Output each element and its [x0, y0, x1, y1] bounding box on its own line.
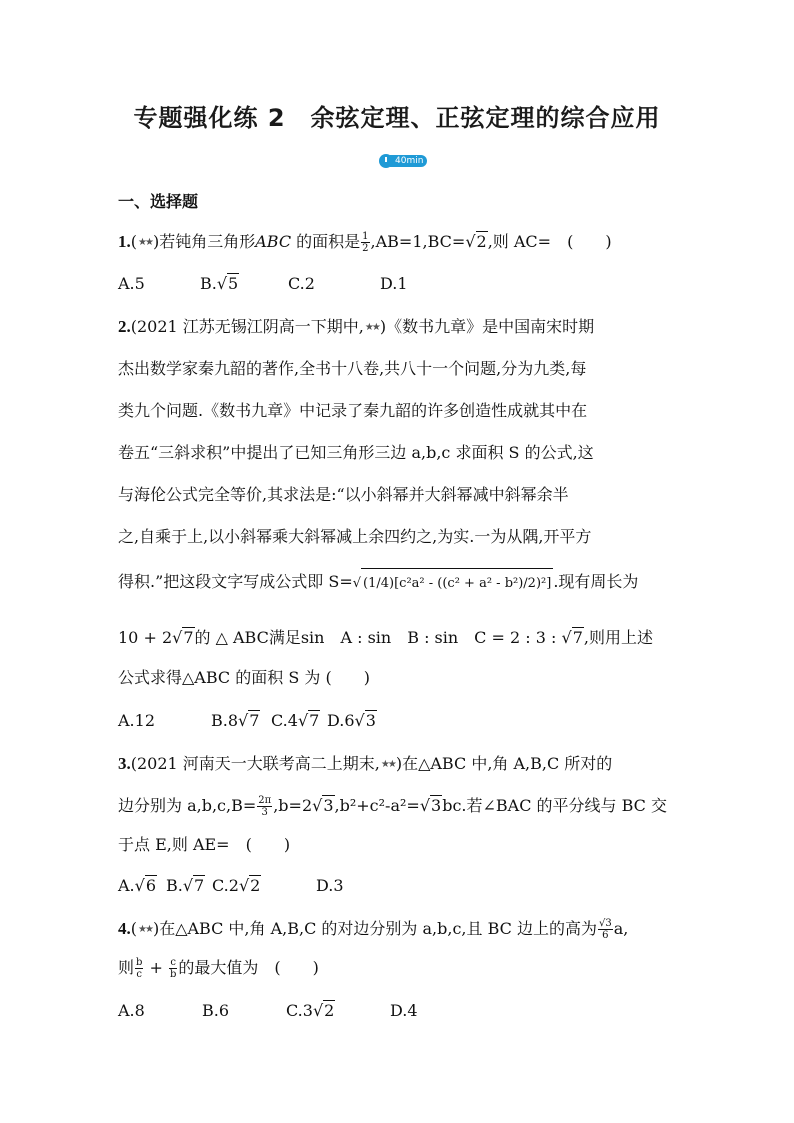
q3-line-3: 于点 E,则 AE= ( ): [118, 835, 291, 854]
q2-line-6: 之,自乘于上,以小斜幂乘大斜幂减上余四约之,为实.一为从隅,开平方: [118, 527, 592, 546]
option-c: C.2: [288, 274, 315, 293]
q2-source: (2021 江苏无锡江阴高一下期中,: [130, 317, 364, 336]
question-number: 4.: [118, 919, 131, 938]
q2-line1-tail: )《数书九章》是中国南宋时期: [379, 317, 595, 336]
q2-line-8: 10 + 2√7的 △ ABC满足sin A : sin B : sin C = 2 : 3 : √7,则用上述: [118, 628, 653, 647]
heron-formula: √ (1/4)[c²a² - ((c² + a² - b²)/2)²]: [353, 568, 554, 597]
question-4: 4.(★★)在△ABC 中,角 A,B,C 的对边分别为 a,b,c,且 BC 边上的高为 $\frac{√3}{6}$ a,: [118, 918, 629, 941]
q2-line-3: 类九个问题.《数书九章》中记录了秦九韶的许多创造性成就其中在: [118, 401, 588, 420]
option-a: A.8: [118, 1001, 145, 1020]
q3-line1-tail: )在△ABC 中,角 A,B,C 所对的: [395, 754, 613, 773]
option-b: B.√7: [166, 876, 205, 895]
difficulty-star-icon: ★★: [364, 322, 379, 333]
q1-sqrt: √2: [465, 232, 487, 251]
q1-fraction: $\frac{1}{2}$: [362, 231, 369, 254]
q3-source: (2021 河南天一大联考高二上期末,: [130, 754, 380, 773]
option-a: A.12: [118, 711, 155, 730]
q4-options: [118, 998, 678, 1028]
q1-text-b: 的面积是: [291, 232, 361, 251]
option-d: D.3: [316, 876, 344, 895]
q2-line-7: [118, 568, 678, 598]
question-number: 2.: [118, 317, 131, 336]
difficulty-star-icon: ★★: [380, 759, 395, 770]
question-number: 1.: [118, 232, 131, 251]
clock-icon: [379, 154, 393, 168]
q4-line-2: 则 $\frac{b}{c}$ + $\frac{c}{b}$ 的最大值为 ( ): [118, 957, 319, 980]
q2-line7-a: 得积.”把这段文字写成公式即 S=: [118, 572, 353, 591]
question-2: [118, 314, 678, 344]
q2-options: [118, 708, 678, 738]
time-badge: [379, 153, 427, 169]
q3-options: [118, 873, 678, 903]
difficulty-star-icon: ★★: [138, 924, 152, 935]
option-d: D.6√3: [327, 711, 376, 730]
option-b: B.8√7: [211, 711, 260, 730]
q3-fraction: $\frac{2\pi}{3}$: [258, 795, 272, 818]
option-b: B.6: [202, 1001, 230, 1020]
q2-line-9: 公式求得△ABC 的面积 S 为 ( ): [118, 668, 370, 687]
option-b: B.√5: [200, 274, 239, 293]
option-c: C.3√2: [286, 1001, 335, 1020]
time-label: 40min: [390, 155, 427, 167]
q1-options: [118, 271, 678, 301]
q2-line-2: 杰出数学家秦九韶的著作,全书十八卷,共八十一个问题,分为九类,每: [118, 359, 587, 378]
q2-line-5: 与海伦公式完全等价,其求法是:“以小斜幂并大斜幂减中斜幂余半: [118, 485, 569, 504]
q1-text-d: ,则 AC= ( ): [487, 232, 612, 251]
q1-text-c: ,AB=1,BC=: [370, 232, 466, 251]
q1-text-a: 若钝角三角形: [159, 232, 256, 251]
q1-abc: ABC: [255, 232, 292, 251]
option-d: D.4: [390, 1001, 418, 1020]
question-1: 1.(★★)若钝角三角形ABC 的面积是 $\frac{1}{2}$ ,AB=1,BC=√2,则 AC= ( ): [118, 231, 612, 254]
section-heading: 一、选择题: [118, 192, 199, 211]
option-c: C.2√2: [212, 876, 261, 895]
q4-fraction: $\frac{√3}{6}$: [598, 918, 612, 941]
q2-line-4: 卷五“三斜求积”中提出了已知三角形三边 a,b,c 求面积 S 的公式,这: [118, 443, 594, 462]
difficulty-star-icon: ★★: [138, 237, 152, 248]
q3-line-2: 边分别为 a,b,c,B= $\frac{2\pi}{3}$ ,b=2√3,b²+c²-a²=√3bc.若∠BAC 的平分线与 BC 交: [118, 795, 668, 818]
question-number: 3.: [118, 754, 131, 773]
option-a: A.5: [118, 274, 145, 293]
option-c: C.4√7: [271, 711, 320, 730]
page-title: 专题强化练 2 余弦定理、正弦定理的综合应用: [133, 104, 661, 132]
option-a: A.√6: [118, 876, 157, 895]
option-d: D.1: [380, 274, 408, 293]
question-3: [118, 751, 678, 781]
q2-line7-b: .现有周长为: [553, 572, 639, 591]
